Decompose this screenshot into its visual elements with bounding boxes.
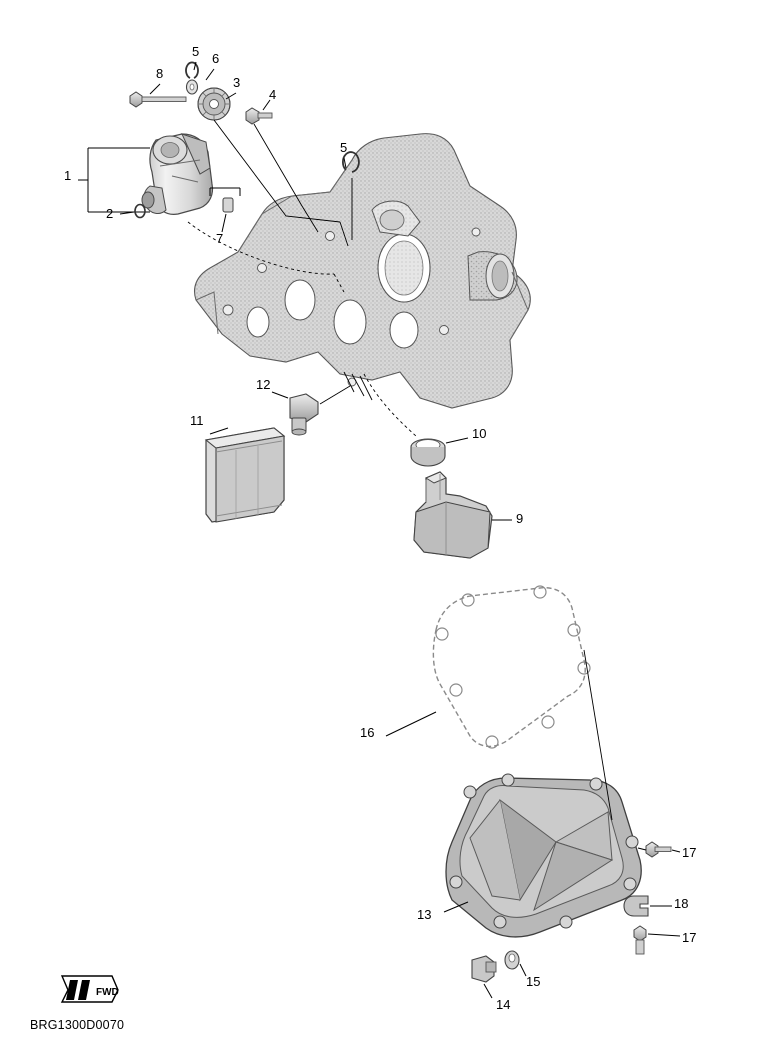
part-18-clamp xyxy=(624,896,672,916)
callout-number-14: 14 xyxy=(496,997,511,1012)
part-5-circlip-left xyxy=(186,62,198,78)
callout-number-5-left: 5 xyxy=(192,44,200,59)
callout-number-16: 16 xyxy=(360,725,375,740)
part-9-oil-strainer xyxy=(414,472,512,558)
callout-number-11: 11 xyxy=(190,413,204,428)
callout-number-1: 1 xyxy=(64,168,72,183)
callout-number-8: 8 xyxy=(156,66,164,81)
part-17-bolt-lower xyxy=(634,926,680,954)
part-10-oil-strainer-seal xyxy=(411,438,468,466)
callout-number-13: 13 xyxy=(417,907,432,922)
part-12-union-bolt xyxy=(272,386,350,435)
callout-number-9: 9 xyxy=(516,511,524,526)
callout-leader-2 xyxy=(120,205,145,218)
callout-number-6: 6 xyxy=(212,51,220,66)
part-15-dowel xyxy=(505,951,526,976)
part-13-crankcase-cover xyxy=(444,650,641,937)
part-8-bolt xyxy=(130,84,186,107)
part-16-cover-gasket xyxy=(386,586,590,748)
part-4-bolt xyxy=(246,100,272,124)
part-11-oil-filter xyxy=(206,428,284,522)
callout-number-5-right: 5 xyxy=(340,140,348,155)
callout-number-15: 15 xyxy=(526,974,541,989)
callout-number-2: 2 xyxy=(106,206,114,221)
part-17-bolt-upper xyxy=(638,842,680,857)
callout-number-12: 12 xyxy=(256,377,271,392)
part-14-drain-plug xyxy=(472,956,496,998)
crankcase-assembly xyxy=(195,134,531,408)
callout-number-7: 7 xyxy=(216,231,224,246)
callout-number-10: 10 xyxy=(472,426,487,441)
callout-bracket-1 xyxy=(78,148,150,212)
fwd-direction-marker xyxy=(62,976,119,1002)
oil-pump-assembly xyxy=(142,134,213,214)
callout-number-17-upper: 17 xyxy=(682,845,697,860)
diagram-part-code: BRG1300D0070 xyxy=(30,1018,125,1032)
part-7-dowel-pin xyxy=(210,188,240,232)
callout-number-4: 4 xyxy=(269,87,277,102)
callout-number-17-lower: 17 xyxy=(682,930,697,945)
callout-number-3: 3 xyxy=(233,75,241,90)
callout-number-18: 18 xyxy=(674,896,689,911)
svg-text:FWD: FWD xyxy=(96,987,119,998)
part-3-drive-gear xyxy=(198,88,236,120)
